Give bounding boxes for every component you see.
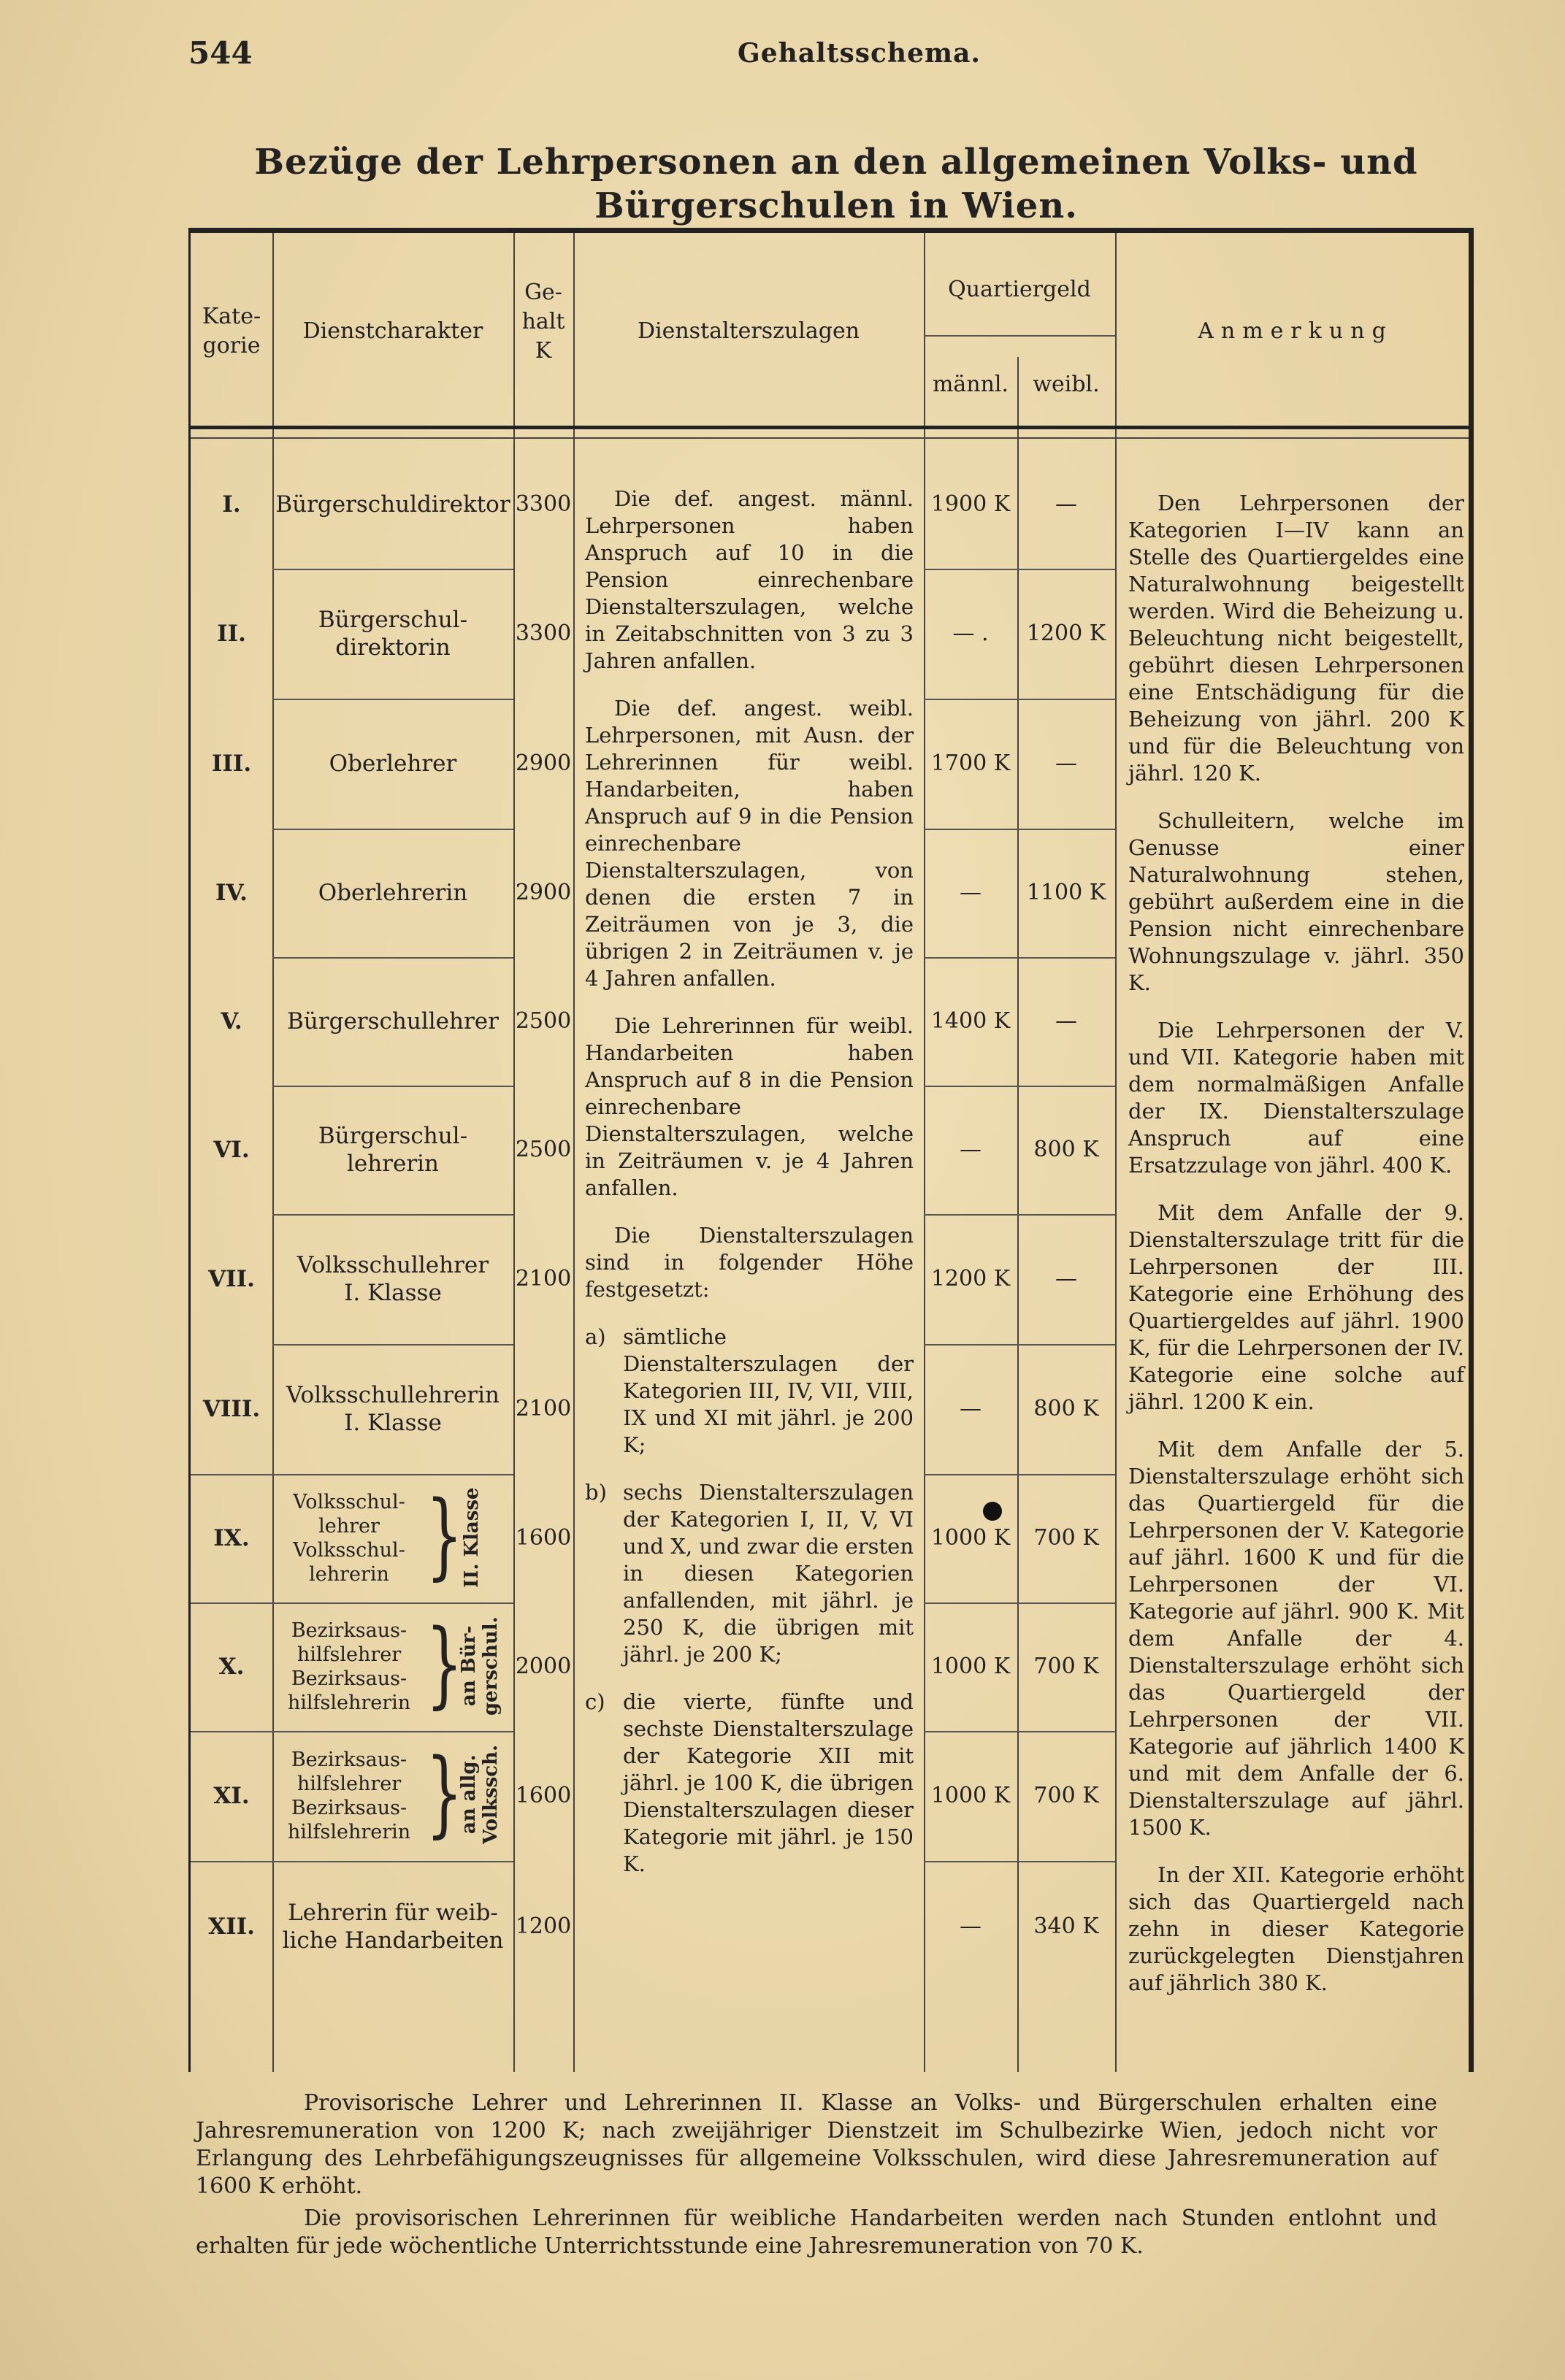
quartiergeld-weibl-cell: — (1055, 1266, 1077, 1291)
quartiergeld-weibl-cell: 700 K (1033, 1525, 1099, 1551)
anmerkung-text-block (1128, 490, 1464, 2017)
dienstcharakter-cell: Volksschullehrerin I. Klasse (286, 1382, 500, 1436)
dienstcharakter-cell: Oberlehrer (329, 751, 457, 777)
quartiergeld-weibl-cell: — (1055, 751, 1077, 776)
item-text: die vierte, fünfte und sechste Dienstalterszulage der Kategorie XII mit jährl. je 100 K, die übrigen Dienstalterszulagen dieser Kategorie mit jährl. je 150 K. (623, 1689, 914, 1876)
quartiergeld-maennl-cell: 1900 K (930, 491, 1011, 517)
kategorie-cell: III. (211, 751, 252, 777)
header-gehalt: Ge- halt K (521, 280, 565, 364)
side-label: II. Klasse (461, 1487, 483, 1588)
page-number: 544 (188, 35, 253, 71)
dienstcharakter-cell: Oberlehrerin (318, 880, 468, 906)
zulagen-item (585, 1479, 914, 1668)
gehalt-cell: 3300 (515, 621, 572, 646)
quartiergeld-weibl-cell: 700 K (1033, 1654, 1099, 1679)
quartiergeld-weibl-cell: 800 K (1033, 1396, 1099, 1421)
zulagen-paragraph: Die Lehrerinnen für weibl. Handarbeiten haben Anspruch auf 8 in die Pension einrechenbare Dienstalterszulagen, welche in Zeiträumen v. je 4 Jahren anfallen. (585, 1013, 914, 1200)
dienstcharakter-cell: Lehrerin für weib- liche Handarbeiten (282, 1900, 504, 1954)
kategorie-cell: X. (218, 1654, 245, 1680)
gehalt-cell: 2500 (515, 1137, 572, 1162)
quartiergeld-maennl-cell: 1200 K (930, 1266, 1011, 1291)
gehalt-cell: 3300 (515, 491, 572, 517)
brace-glyph: } (426, 1738, 463, 1848)
item-text: sechs Dienstalterszulagen der Kategorien I, II, V, VI und X, und zwar die ersten in diesen Kategorien anfallenden, mit jährl. je 250 K, die übrigen mit jährl. je 200 K; (623, 1480, 914, 1667)
anmerkung-paragraph: Den Lehrpersonen der Kategorien I—IV kann an Stelle des Quartiergeldes eine Naturalwohnung beigestellt werden. Wird die Beheizung u. Beleuchtung nicht beigestellt, gebührt diesen Lehrpersonen eine Entschädigung für die Beheizung von jährl. 200 K und für die Beleuchtung von jährl. 120 K. (1128, 491, 1464, 786)
kategorie-cell: XII. (208, 1913, 255, 1940)
footnote-paragraph: Die provisorischen Lehrerinnen für weibliche Handarbeiten werden nach Stunden entlohnt und erhalten für jede wöchentliche Unterrichtsstunde eine Jahresremuneration von 70 K. (196, 2206, 1437, 2259)
quartiergeld-maennl-cell: — (960, 1396, 982, 1421)
ink-spot (983, 1502, 1002, 1521)
page-title: Bezüge der Lehrpersonen an den allgemeinen Volks- und Bürgerschulen in Wien. (254, 142, 1418, 226)
quartiergeld-weibl-cell: 700 K (1033, 1783, 1099, 1808)
quartiergeld-weibl-cell: 800 K (1033, 1137, 1099, 1162)
gehalt-cell: 2000 (515, 1654, 572, 1679)
header-maennl: männl. (932, 372, 1009, 397)
header-kategorie: Kate- gorie (202, 304, 261, 358)
quartiergeld-weibl-cell: 1100 K (1026, 880, 1106, 905)
kategorie-cell: VI. (213, 1137, 250, 1163)
header-zulagen: Dienstalterszulagen (637, 318, 860, 344)
kategorie-cell: V. (221, 1008, 242, 1034)
dienstcharakter-cell: Volksschullehrer I. Klasse (296, 1252, 489, 1306)
side-label: an allg. Volkssch. (458, 1744, 502, 1845)
quartiergeld-maennl-cell: 1700 K (930, 751, 1011, 776)
zulagen-paragraph: Die Dienstalterszulagen sind in folgender Höhe festgesetzt: (585, 1223, 914, 1302)
gehalt-cell: 2500 (515, 1008, 572, 1034)
dienstcharakter-cell: Volksschul- lehrer Volksschul- lehrerin (293, 1491, 405, 1586)
item-text: sämtliche Dienstalterszulagen der Kategorien III, IV, VII, VIII, IX und XI mit jährl. je 200 K; (623, 1324, 914, 1457)
running-head: Gehaltsschema. (738, 38, 981, 69)
zulagen-item (585, 1324, 914, 1459)
salary-table (188, 228, 1474, 2072)
item-marker: b) (585, 1480, 607, 1505)
kategorie-cell: VIII. (202, 1396, 261, 1422)
quartiergeld-maennl-cell: — (960, 880, 982, 905)
zulagen-paragraph: Die def. angest. männl. Lehrpersonen haben Anspruch auf 10 in die Pension einrechenbare Dienstalterszulagen, welche in Zeitabschnitten von 3 zu 3 Jahren anfallen. (585, 486, 914, 673)
header-weibl: weibl. (1033, 372, 1100, 397)
gehalt-cell: 2100 (515, 1266, 572, 1291)
gehalt-cell: 2900 (515, 880, 572, 905)
dienstcharakter-cell: Bürgerschullehrer (287, 1008, 499, 1034)
brace-glyph: } (426, 1609, 463, 1719)
dienstcharakter-cell: Bezirksaus- hilfslehrer Bezirksaus- hilfslehrerin (287, 1619, 411, 1714)
header-anmerkung: Anmerkung (1198, 318, 1393, 344)
quartiergeld-maennl-cell: — . (952, 621, 989, 646)
anmerkung-paragraph: In der XII. Kategorie erhöht sich das Quartiergeld nach zehn in dieser Kategorie zurückgelegten Dienstjahren auf jährlich 380 K. (1128, 1862, 1464, 1995)
footnotes (196, 2089, 1437, 2265)
gehalt-cell: 2900 (515, 751, 572, 776)
header-dienstcharakter: Dienstcharakter (302, 318, 483, 344)
zulagen-paragraph: Die def. angest. weibl. Lehrpersonen, mit Ausn. der Lehrerinnen für weibl. Handarbeiten, haben Anspruch auf 9 in die Pension einrechenbare Dienstalterszulagen, von denen die ersten 7 in Zeiträumen von je 3, die übrigen 2 in Zeiträumen v. je 4 Jahren anfallen. (585, 696, 914, 991)
kategorie-cell: XI. (213, 1783, 250, 1809)
gehalt-cell: 1600 (515, 1525, 572, 1551)
item-marker: a) (585, 1324, 606, 1349)
quartiergeld-maennl-cell: 1400 K (930, 1008, 1011, 1034)
quartiergeld-weibl-cell: 1200 K (1026, 621, 1106, 646)
anmerkung-paragraph: Die Lehrpersonen der V. und VII. Kategorie haben mit dem normalmäßigen Anfalle der IX. Dienstalterszulage Anspruch auf eine Ersatzzulage von jährl. 400 K. (1128, 1018, 1464, 1178)
quartiergeld-maennl-cell: — (960, 1137, 982, 1162)
footnote-paragraph: Provisorische Lehrer und Lehrerinnen II. Klasse an Volks- und Bürgerschulen erhalten eine Jahresremuneration von 1200 K; nach zweijähriger Dienstzeit im Schulbezirke Wien, jedoch nicht vor Erlangung des Lehrbefähigungszeugnisses für allgemeine Volksschulen, wird diese Jahresremuneration auf 1600 K erhöht. (196, 2090, 1437, 2199)
header-quartiergeld: Quartiergeld (948, 277, 1091, 302)
item-marker: c) (585, 1689, 605, 1714)
kategorie-cell: IX. (213, 1525, 250, 1551)
zulagen-item (585, 1689, 914, 1878)
dienstcharakter-cell: Bürgerschul- lehrerin (318, 1123, 468, 1177)
quartiergeld-weibl-cell: 340 K (1033, 1913, 1099, 1939)
gehalt-cell: 1200 (515, 1913, 572, 1939)
anmerkung-paragraph: Mit dem Anfalle der 9. Dienstalterszulage tritt für die Lehrpersonen der III. Kategorie eine Erhöhung des Quartiergeldes auf jährl. 1900 K, für die Lehrpersonen der IV. Kategorie eine solche auf jährl. 1200 K ein. (1128, 1200, 1464, 1414)
anmerkung-paragraph: Schulleitern, welche im Genusse einer Naturalwohnung stehen, gebührt außerdem eine in die Pension nicht einrechenbare Wohnungszulage v. jährl. 350 K. (1128, 808, 1464, 995)
gehalt-cell: 1600 (515, 1783, 572, 1808)
dienstcharakter-cell: Bezirksaus- hilfslehrer Bezirksaus- hilfslehrerin (287, 1748, 411, 1843)
kategorie-cell: I. (222, 491, 241, 518)
dienstcharakter-cell: Bürgerschul- direktorin (318, 607, 468, 661)
brace-glyph: } (426, 1481, 463, 1590)
anmerkung-paragraph: Mit dem Anfalle der 5. Dienstalterszulage erhöht sich das Quartiergeld für die Lehrpersonen der V. Kategorie auf jährl. 1600 K und für die Lehrpersonen der VI. Kategorie auf jährl. 900 K. Mit dem Anfalle der 4. Dienstalterszulage erhöht sich das Quartiergeld der Lehrpersonen der VII. Kategorie auf jährlich 1400 K und mit dem Anfalle der 6. Dienstalterszulage auf jährl. 1500 K. (1128, 1437, 1464, 1840)
quartiergeld-maennl-cell: — (960, 1913, 982, 1939)
gehalt-cell: 2100 (515, 1396, 572, 1421)
kategorie-cell: VII. (208, 1266, 255, 1292)
quartiergeld-maennl-cell: 1000 K (930, 1783, 1011, 1808)
dienstcharakter-cell: Bürgerschuldirektor (275, 491, 510, 518)
zulagen-text-block (585, 485, 914, 1898)
side-label: an Bür- gerschul. (458, 1616, 502, 1716)
quartiergeld-weibl-cell: — (1055, 1008, 1077, 1034)
kategorie-cell: IV. (215, 880, 248, 906)
quartiergeld-weibl-cell: — (1055, 491, 1077, 517)
kategorie-cell: II. (217, 621, 246, 647)
quartiergeld-maennl-cell: 1000 K (930, 1654, 1011, 1679)
quartiergeld-maennl-cell: 1000 K (930, 1525, 1011, 1551)
